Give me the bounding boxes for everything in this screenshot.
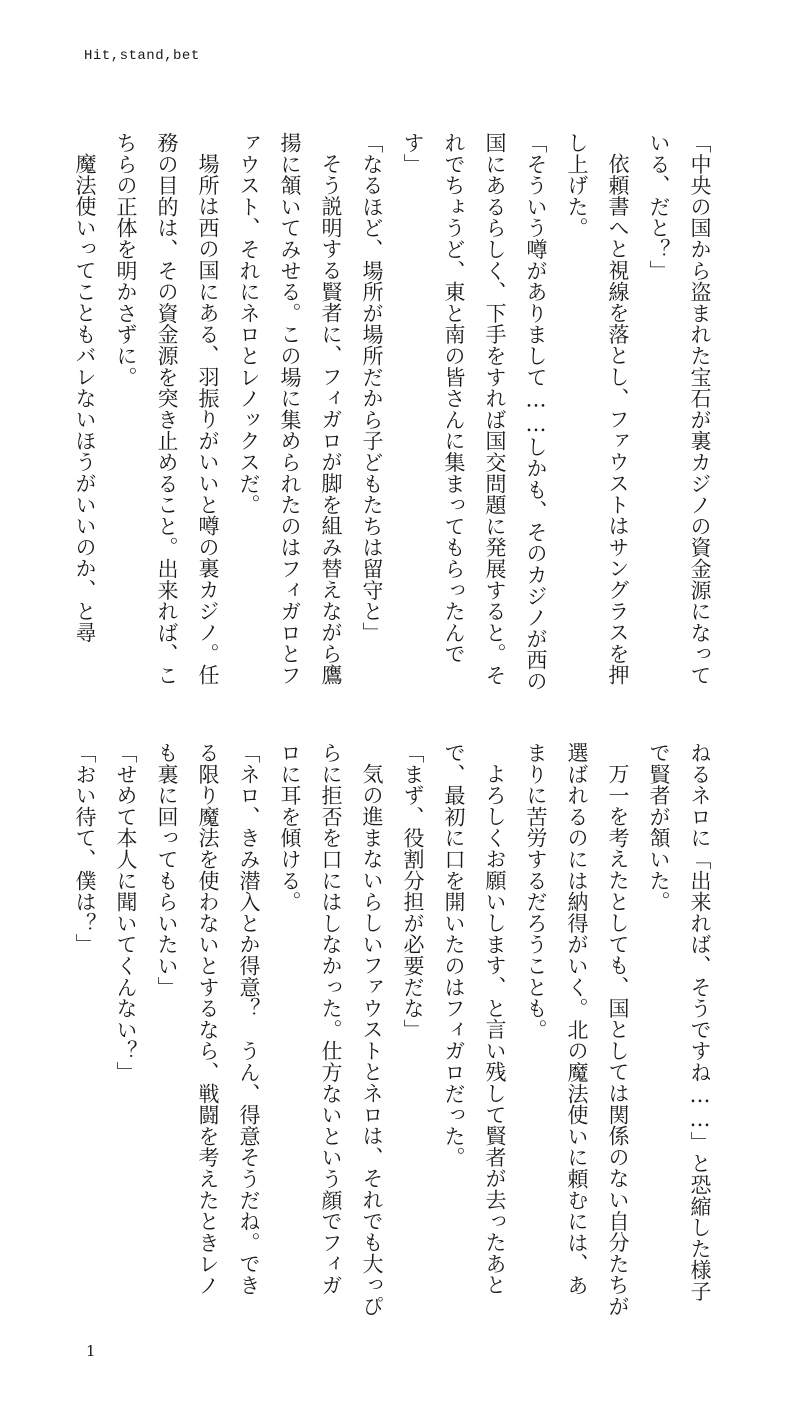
paragraph: 依頼書へと視線を落とし、ファウストはサングラスを押し上げた。 <box>565 132 630 686</box>
paragraph: 気の進まないらしいファウストとネロは、それでも大っぴらに拒否を口にはしなかった。仕方ないという顔でフィガロに耳を傾ける。 <box>278 742 384 1317</box>
paragraph: 「そういう噂がありまして……しかも、そのカジノが西の国にあるらしく、下手をすれば国交問題に発展すると。それでちょうど、東と南の皆さんに集まってもらったんです」 <box>401 132 548 692</box>
text-block-bottom <box>60 742 720 1317</box>
paragraph: 「中央の国から盗まれた宝石が裏カジノの資金源になっている、だと？」 <box>647 132 712 686</box>
page-header-title: Hit,stand,bet <box>84 48 200 64</box>
text-block-top <box>60 132 720 692</box>
paragraph: 「せめて本人に聞いてくんない？」 <box>114 742 138 1083</box>
paragraph: 場所は西の国にある、羽振りがいいと噂の裏カジノ。任務の目的は、その資金源を突き止めること。出来れば、こちらの正体を明かさずに。 <box>114 132 220 686</box>
page-number: 1 <box>86 1342 96 1360</box>
paragraph: よろしくお願いします、と言い残して賢者が去ったあとで、最初に口を開いたのはフィガロだった。 <box>442 742 507 1296</box>
paragraph: そう説明する賢者に、フィガロが脚を組み替えながら鷹揚に頷いてみせる。この場に集められたのはフィガロとファウスト、それにネロとレノックスだ。 <box>237 132 343 686</box>
paragraph: 「おい待て、僕は？」 <box>73 742 97 955</box>
paragraph: 万一を考えたとしても、国としては関係のない自分たちが選ばれるのには納得がいく。北の魔法使いに頼むには、あまりに苦労するだろうことも。 <box>524 742 630 1317</box>
paragraph: 「まず、役割分担が必要だな」 <box>401 742 425 1041</box>
paragraph: 「ネロ、きみ潜入とか得意？ うん、得意そうだね。できる限り魔法を使わないとするなら、戦闘を考えたときレノも裏に回ってもらいたい」 <box>155 742 261 1296</box>
paragraph: 「なるほど、場所が場所だから子どもたちは留守と」 <box>360 132 384 644</box>
paragraph: 魔法使いってこともバレないほうがいいのか、と尋 <box>73 153 97 643</box>
paragraph: ねるネロに「出来れば、そうですね……」と恐縮した様子で賢者が頷いた。 <box>647 742 712 1302</box>
